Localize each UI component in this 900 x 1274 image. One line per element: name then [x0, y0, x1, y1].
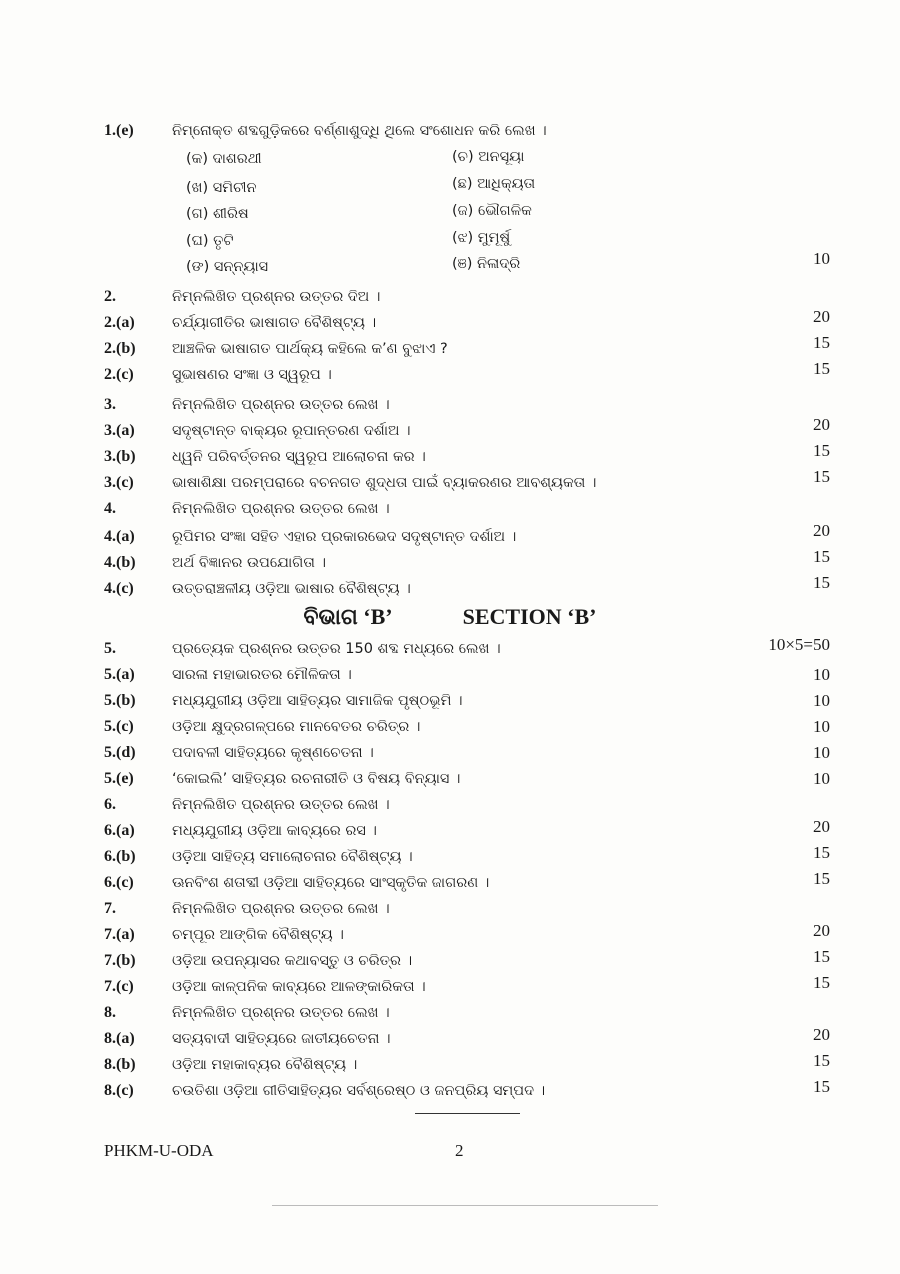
question-number: 3.(c) [104, 474, 134, 491]
question-text: ଓଡ଼ିଆ କାଳ୍ପନିକ କାବ୍ୟରେ ଆଳଙ୍କାରିକତା । [172, 979, 426, 995]
option-left-4: (ଘ) ତୃଟି [186, 233, 234, 249]
question-row [0, 118, 900, 144]
question-text: ଆଞ୍ଚଳିକ ଭାଷାଗତ ପାର୍ଥକ୍ୟ କହିଲେ କ’ଣ ବୁଝାଏ ? [172, 341, 448, 357]
question-number: 8.(b) [104, 1056, 136, 1073]
question-marks: 10 [813, 691, 830, 710]
question-row [0, 896, 900, 922]
question-number: 2.(a) [104, 314, 135, 331]
question-text: ନିମ୍ନୋକ୍ତ ଶବ୍ଦଗୁଡ଼ିକରେ ବର୍ଣ୍ଣାଶୁଦ୍ଧି ଥିଲେ ସଂଶୋଧନ କରି ଲେଖ । [172, 123, 547, 139]
option-right-1: (ଚ) ଅନସୂୟା [452, 149, 525, 165]
question-text: ରୂପିମର ସଂଜ୍ଞା ସହିତ ଏହାର ପ୍ରକାରଭେଦ ସଦୃଷ୍ଟାନ୍ତ ଦର୍ଶାଅ । [172, 529, 517, 545]
question-row [0, 844, 900, 870]
question-text: ନିମ୍ନଲିଖିତ ପ୍ରଶ୍ନର ଉତ୍ତର ଲେଖ । [172, 797, 390, 813]
question-number: 6.(b) [104, 848, 136, 865]
question-text: ନିମ୍ନଲିଖିତ ପ୍ରଶ୍ନର ଉତ୍ତର ଲେଖ । [172, 397, 390, 413]
question-marks: 15 [813, 1077, 830, 1096]
question-marks: 15 [813, 947, 830, 966]
question-text: ସାରଳା ମହାଭାରତର ମୌଳିକତା । [172, 667, 352, 683]
question-row [0, 547, 900, 576]
question-text: ଓଡ଼ିଆ କ୍ଷୁଦ୍ରଗଳ୍ପରେ ମାନବେତର ଚରିତ୍ର । [172, 719, 421, 735]
question-number: 3.(a) [104, 422, 135, 439]
question-number: 4.(c) [104, 580, 134, 597]
question-row [0, 441, 900, 470]
question-marks-row [0, 246, 900, 272]
question-text: ମଧ୍ୟଯୁଗୀୟ ଓଡ଼ିଆ ସାହିତ୍ୟର ସାମାଜିକ ପୃଷ୍ଠଭୂମି । [172, 693, 463, 709]
question-number: 8.(a) [104, 1030, 135, 1047]
question-number: 7.(b) [104, 952, 136, 969]
question-row [0, 1000, 900, 1026]
question-text: ଅର୍ଥ ବିଜ୍ଞାନର ଉପଯୋଗିତା । [172, 555, 326, 571]
question-text: ସଦୃଷ୍ଟାନ୍ତ ବାକ୍ୟର ରୂପାନ୍ତରଣ ଦର୍ଶାଅ । [172, 423, 411, 439]
question-row [0, 922, 900, 948]
option-left-3: (ଗ) ଶୀରିଷ [186, 206, 249, 222]
question-marks: 20 [813, 921, 830, 940]
option-right-3: (ଜ) ଭୌଗଳିକ [452, 203, 532, 219]
question-number: 5.(d) [104, 744, 136, 761]
question-text: ଭାଷାଶିକ୍ଷା ପରମ୍ପରାରେ ବଚନଗତ ଶୁଦ୍ଧତା ପାଇଁ ବ୍ୟାକରଣର ଆବଶ୍ୟକତା । [172, 475, 597, 491]
question-marks: 15 [813, 547, 830, 566]
question-row [0, 1026, 900, 1052]
question-marks: 10 [813, 769, 830, 788]
question-number: 6.(a) [104, 822, 135, 839]
question-text: ନିମ୍ନଲିଖିତ ପ୍ରଶ୍ନର ଉତ୍ତର ଲେଖ । [172, 501, 390, 517]
question-text: ଧ୍ୱନି ପରିବର୍ତ୍ତନର ସ୍ୱରୂପ ଆଲୋଚନା କର । [172, 449, 426, 465]
question-text: ସତ୍ୟବାଦୀ ସାହିତ୍ୟରେ ଜାତୀୟଚେତନା । [172, 1031, 391, 1047]
question-number: 6.(c) [104, 874, 134, 891]
question-number: 5. [104, 640, 116, 657]
question-row [0, 818, 900, 844]
question-marks: 15 [813, 467, 830, 486]
section-b-odia: ବିଭାଗ ‘B’ [303, 604, 393, 629]
question-row [0, 333, 900, 362]
question-row [0, 974, 900, 1000]
question-marks: 15 [813, 333, 830, 352]
question-row [0, 792, 900, 818]
question-marks: 10×5=50 [768, 635, 830, 654]
question-marks: 20 [813, 415, 830, 434]
question-row [0, 521, 900, 550]
question-number: 1.(e) [104, 122, 134, 139]
question-marks: 10 [813, 249, 830, 268]
option-left-1: (କ) ଦାଶରଥୀ [186, 151, 262, 167]
question-number: 7. [104, 900, 116, 917]
paper-code: PHKM-U-ODA [104, 1141, 214, 1160]
question-marks: 20 [813, 521, 830, 540]
question-text: ନିମ୍ନଲିଖିତ ପ୍ରଶ୍ନର ଉତ୍ତର ଲେଖ । [172, 1005, 390, 1021]
question-row [0, 714, 900, 740]
question-number: 3. [104, 396, 116, 413]
question-row [0, 496, 900, 522]
question-marks: 15 [813, 441, 830, 460]
question-marks: 15 [813, 1051, 830, 1070]
question-text: ‘କୋଇଲି’ ସାହିତ୍ୟର ରଚନାରୀତି ଓ ବିଷୟ ବିନ୍ୟାସ । [172, 771, 461, 787]
question-number: 2.(c) [104, 366, 134, 383]
question-row [0, 948, 900, 974]
question-marks: 15 [813, 843, 830, 862]
question-text: ଓଡ଼ିଆ ମହାକାବ୍ୟର ବୈଶିଷ୍ଟ୍ୟ । [172, 1057, 358, 1073]
question-number: 3.(b) [104, 448, 136, 465]
option-right-2: (ଛ) ଆଧିକ୍ୟତା [452, 176, 536, 192]
question-number: 8.(c) [104, 1082, 134, 1099]
bottom-rule [272, 1205, 658, 1206]
question-row [0, 740, 900, 766]
end-rule [415, 1113, 520, 1114]
question-row [0, 467, 900, 496]
question-number: 7.(a) [104, 926, 135, 943]
question-row [0, 307, 900, 336]
question-number: 5.(b) [104, 692, 136, 709]
question-number: 7.(c) [104, 978, 134, 995]
question-row [0, 766, 900, 792]
question-marks: 10 [813, 717, 830, 736]
question-row [0, 688, 900, 714]
option-left-2: (ଖ) ସମିଚୀନ [186, 180, 257, 196]
question-number: 5.(c) [104, 718, 134, 735]
question-marks: 15 [813, 973, 830, 992]
question-text: ନିମ୍ନଲିଖିତ ପ୍ରଶ୍ନର ଉତ୍ତର ଲେଖ । [172, 901, 390, 917]
question-row [0, 415, 900, 444]
question-text: ସୁଭାଷଣର ସଂଜ୍ଞା ଓ ସ୍ୱରୂପ । [172, 367, 332, 383]
question-marks: 20 [813, 1025, 830, 1044]
question-number: 8. [104, 1004, 116, 1021]
question-text: ଉତ୍ତରାଞ୍ଚଳୀୟ ଓଡ଼ିଆ ଭାଷାର ବୈଶିଷ୍ଟ୍ୟ । [172, 581, 411, 597]
question-row [0, 636, 900, 662]
question-marks: 15 [813, 359, 830, 378]
option-right-5: (ଞ) ନିଳାଦ୍ରି [452, 256, 521, 272]
question-row [0, 870, 900, 896]
section-b-english: SECTION ‘B’ [462, 604, 597, 629]
question-text: ଚମ୍ପୂର ଆଙ୍ଗିକ ବୈଶିଷ୍ଟ୍ୟ । [172, 927, 344, 943]
question-number: 4.(b) [104, 554, 136, 571]
question-number: 4.(a) [104, 528, 135, 545]
question-number: 2.(b) [104, 340, 136, 357]
question-text: ଓଡ଼ିଆ ସାହିତ୍ୟ ସମାଲୋଚନାର ବୈଶିଷ୍ଟ୍ୟ । [172, 849, 413, 865]
question-row [0, 662, 900, 688]
question-text: ପ୍ରତ୍ୟେକ ପ୍ରଶ୍ନର ଉତ୍ତର 150 ଶବ୍ଦ ମଧ୍ୟରେ ଲେଖ । [172, 641, 501, 657]
question-text: ଚର୍ଯ୍ୟାଗୀତିର ଭାଷାଗତ ବୈଶିଷ୍ଟ୍ୟ । [172, 315, 377, 331]
question-text: ଓଡ଼ିଆ ଉପନ୍ୟାସର କଥାବସ୍ତୁ ଓ ଚରିତ୍ର । [172, 953, 413, 969]
question-marks: 10 [813, 743, 830, 762]
question-number: 2. [104, 288, 116, 305]
question-number: 4. [104, 500, 116, 517]
option-right-4: (ଝ) ମୁମୂର୍ଷୁ [452, 230, 511, 246]
page-number: 2 [455, 1141, 464, 1160]
question-number: 5.(e) [104, 770, 134, 787]
question-row [0, 573, 900, 602]
question-text: ଊନବିଂଶ ଶତାବ୍ଦୀ ଓଡ଼ିଆ ସାହିତ୍ୟରେ ସାଂସ୍କୃତିକ ଜାଗରଣ । [172, 875, 490, 891]
question-row [0, 1052, 900, 1078]
question-number: 5.(a) [104, 666, 135, 683]
question-text: ନିମ୍ନଲିଖିତ ପ୍ରଶ୍ନର ଉତ୍ତର ଦିଅ । [172, 289, 381, 305]
question-marks: 20 [813, 817, 830, 836]
question-text: ଚଉତିଶା ଓଡ଼ିଆ ଗୀତିସାହିତ୍ୟର ସର୍ବଶ୍ରେଷ୍ଠ ଓ ଜନପ୍ରିୟ ସମ୍ପଦ । [172, 1083, 546, 1099]
question-marks: 20 [813, 307, 830, 326]
question-text: ମଧ୍ୟଯୁଗୀୟ ଓଡ଼ିଆ କାବ୍ୟରେ ରସ । [172, 823, 377, 839]
question-number: 6. [104, 796, 116, 813]
question-row [0, 392, 900, 418]
section-b-heading [0, 603, 900, 631]
question-text: ପଦାବଳୀ ସାହିତ୍ୟରେ କୃଷ୍ଣଚେତନା । [172, 745, 374, 761]
question-marks: 10 [813, 665, 830, 684]
option-left-5: (ଙ) ସନ୍ନ୍ୟାସ [186, 259, 269, 275]
question-marks: 15 [813, 573, 830, 592]
question-row [0, 1078, 900, 1104]
question-marks: 15 [813, 869, 830, 888]
question-row [0, 284, 900, 310]
question-row [0, 359, 900, 388]
